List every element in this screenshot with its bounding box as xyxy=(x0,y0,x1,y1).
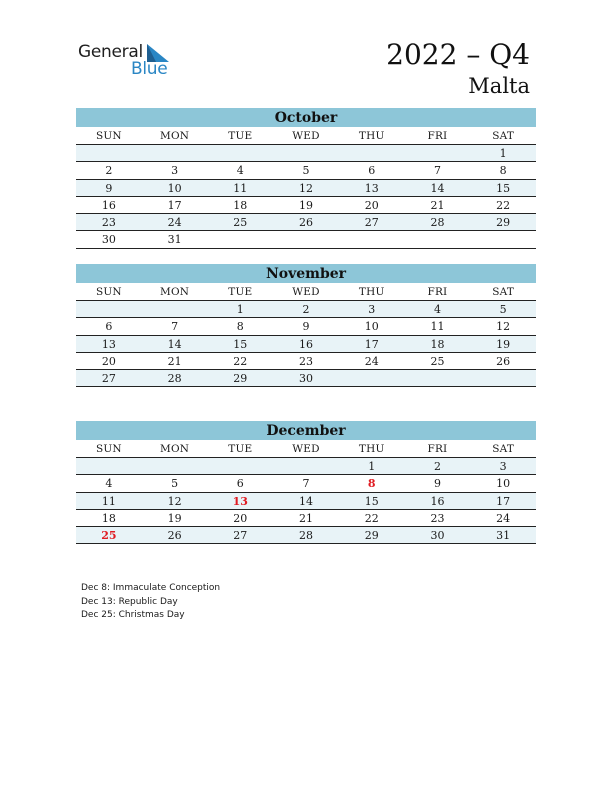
day-cell: 25 xyxy=(430,354,445,368)
week-row xyxy=(76,145,536,162)
week-row xyxy=(76,197,536,214)
day-cell: 3 xyxy=(499,460,507,473)
day-cell: 12 xyxy=(299,181,314,195)
day-cell: 20 xyxy=(364,198,379,212)
day-cell xyxy=(405,231,471,247)
week-row xyxy=(76,458,536,475)
day-cell: 13 xyxy=(364,181,379,195)
weekday-label: THU xyxy=(358,130,385,142)
day-cell: 8 xyxy=(236,320,244,334)
day-cell: 27 xyxy=(233,529,248,543)
week-row xyxy=(76,527,536,544)
day-cell: 25 xyxy=(233,216,248,230)
day-cell xyxy=(76,458,142,474)
day-cell: 1 xyxy=(368,460,376,473)
day-cell: 3 xyxy=(171,164,179,178)
day-cell: 29 xyxy=(364,529,379,543)
day-cell: 11 xyxy=(233,181,248,195)
weekday-label: WED xyxy=(292,130,320,142)
month-title: November xyxy=(76,264,536,283)
day-cell: 21 xyxy=(430,198,445,212)
day-cell xyxy=(76,145,142,161)
week-row xyxy=(76,318,536,335)
week-row xyxy=(76,336,536,353)
day-cell: 31 xyxy=(167,233,182,247)
day-cell: 1 xyxy=(499,147,507,160)
holiday-notes xyxy=(81,582,220,623)
day-cell: 16 xyxy=(430,494,445,508)
weekday-label: SUN xyxy=(95,443,122,455)
day-cell xyxy=(470,370,536,386)
day-cell: 26 xyxy=(167,529,182,543)
day-cell: 3 xyxy=(368,303,376,316)
day-cell: 6 xyxy=(368,164,376,178)
month-november xyxy=(76,264,536,387)
weekday-label: MON xyxy=(160,130,190,142)
holiday-day-cell: 8 xyxy=(367,477,376,491)
day-cell: 24 xyxy=(364,354,379,368)
weekday-label: FRI xyxy=(427,130,448,142)
logo-text-blue: Blue xyxy=(131,59,168,79)
weekday-header-row xyxy=(76,127,536,145)
week-row xyxy=(76,475,536,492)
day-cell xyxy=(142,145,208,161)
day-cell: 16 xyxy=(101,198,116,212)
day-cell xyxy=(339,145,405,161)
day-cell: 7 xyxy=(433,164,441,178)
month-title: December xyxy=(76,421,536,440)
day-cell xyxy=(142,301,208,317)
day-cell: 10 xyxy=(364,320,379,334)
day-cell: 19 xyxy=(167,511,182,525)
weekday-label: MON xyxy=(160,443,190,455)
day-cell: 17 xyxy=(496,494,511,508)
week-row xyxy=(76,231,536,248)
weekday-header-row xyxy=(76,440,536,458)
weekday-label: MON xyxy=(160,286,190,298)
day-cell xyxy=(273,145,339,161)
day-cell: 21 xyxy=(299,511,314,525)
day-cell xyxy=(76,301,142,317)
month-october xyxy=(76,108,536,249)
day-cell: 5 xyxy=(302,164,310,178)
day-cell: 11 xyxy=(430,320,445,334)
week-row xyxy=(76,162,536,179)
weekday-label: TUE xyxy=(228,443,253,455)
day-cell: 16 xyxy=(299,337,314,351)
day-cell: 4 xyxy=(433,303,441,316)
holiday-note: Dec 13: Republic Day xyxy=(81,596,178,607)
day-cell: 6 xyxy=(236,477,244,491)
day-cell xyxy=(470,231,536,247)
day-cell: 12 xyxy=(496,320,511,334)
day-cell xyxy=(339,370,405,386)
day-cell: 12 xyxy=(167,494,182,508)
day-cell: 28 xyxy=(430,216,445,230)
day-cell: 7 xyxy=(302,477,310,491)
week-row xyxy=(76,370,536,387)
day-cell: 14 xyxy=(299,494,314,508)
day-cell: 28 xyxy=(167,372,182,386)
day-cell: 18 xyxy=(233,198,248,212)
weekday-label: WED xyxy=(292,286,320,298)
weekday-label: SAT xyxy=(492,130,515,142)
day-cell: 31 xyxy=(496,529,511,543)
week-row xyxy=(76,301,536,318)
brand-logo xyxy=(78,40,178,80)
weekday-label: SUN xyxy=(95,130,122,142)
holiday-note: Dec 8: Immaculate Conception xyxy=(81,583,221,593)
day-cell: 17 xyxy=(167,198,182,212)
day-cell: 18 xyxy=(430,337,445,351)
day-cell: 30 xyxy=(299,372,314,386)
week-row xyxy=(76,180,536,197)
day-cell: 14 xyxy=(167,337,182,351)
day-cell: 2 xyxy=(433,460,441,473)
day-cell xyxy=(405,370,471,386)
page-title: 2022 – Q4 xyxy=(386,38,530,71)
day-cell: 2 xyxy=(105,164,113,178)
day-cell: 13 xyxy=(101,337,116,351)
day-cell: 4 xyxy=(105,477,113,491)
day-cell: 1 xyxy=(236,303,244,316)
weekday-label: SAT xyxy=(492,286,515,298)
weekday-label: TUE xyxy=(228,130,253,142)
day-cell: 15 xyxy=(233,337,248,351)
day-cell: 10 xyxy=(167,181,182,195)
weekday-label: THU xyxy=(358,286,385,298)
day-cell: 27 xyxy=(364,216,379,230)
day-cell: 19 xyxy=(496,337,511,351)
day-cell xyxy=(207,458,273,474)
weekday-label: WED xyxy=(292,443,320,455)
day-cell: 19 xyxy=(299,198,314,212)
week-row xyxy=(76,493,536,510)
day-cell: 18 xyxy=(101,511,116,525)
day-cell: 23 xyxy=(299,354,314,368)
day-cell xyxy=(339,231,405,247)
country-name: Malta xyxy=(468,74,530,98)
day-cell xyxy=(273,231,339,247)
day-cell: 26 xyxy=(496,354,511,368)
day-cell: 15 xyxy=(496,181,511,195)
day-cell: 17 xyxy=(364,337,379,351)
day-cell: 8 xyxy=(499,164,507,178)
day-cell xyxy=(207,145,273,161)
week-row xyxy=(76,214,536,231)
day-cell: 30 xyxy=(430,529,445,543)
day-cell: 9 xyxy=(302,320,310,334)
day-cell: 22 xyxy=(233,354,248,368)
holiday-day-cell: 13 xyxy=(232,494,248,508)
day-cell: 28 xyxy=(299,529,314,543)
day-cell: 27 xyxy=(101,372,116,386)
day-cell: 2 xyxy=(302,303,310,316)
day-cell: 26 xyxy=(299,216,314,230)
week-row xyxy=(76,353,536,370)
day-cell: 29 xyxy=(233,372,248,386)
day-cell: 9 xyxy=(105,181,113,195)
day-cell: 30 xyxy=(101,233,116,247)
day-cell xyxy=(273,458,339,474)
day-cell: 20 xyxy=(101,354,116,368)
day-cell: 29 xyxy=(496,216,511,230)
day-cell: 20 xyxy=(233,511,248,525)
weekday-header-row xyxy=(76,283,536,301)
weekday-label: FRI xyxy=(427,286,448,298)
weekday-label: SAT xyxy=(492,443,515,455)
day-cell: 14 xyxy=(430,181,445,195)
day-cell xyxy=(142,458,208,474)
day-cell: 10 xyxy=(496,477,511,491)
weekday-label: THU xyxy=(358,443,385,455)
holiday-day-cell: 25 xyxy=(101,529,117,543)
day-cell: 9 xyxy=(433,477,441,491)
month-december xyxy=(76,421,536,544)
weekday-label: TUE xyxy=(228,286,253,298)
logo-text-general: General xyxy=(78,42,143,62)
day-cell: 15 xyxy=(364,494,379,508)
day-cell: 7 xyxy=(171,320,179,334)
day-cell: 24 xyxy=(496,511,511,525)
holiday-note: Dec 25: Christmas Day xyxy=(81,610,185,620)
day-cell: 11 xyxy=(101,494,116,508)
day-cell: 23 xyxy=(101,216,116,230)
month-title: October xyxy=(76,108,536,127)
day-cell: 5 xyxy=(499,303,507,316)
day-cell xyxy=(405,145,471,161)
day-cell: 24 xyxy=(167,216,182,230)
day-cell: 21 xyxy=(167,354,182,368)
day-cell: 5 xyxy=(171,477,179,491)
weekday-label: FRI xyxy=(427,443,448,455)
day-cell: 22 xyxy=(364,511,379,525)
day-cell: 4 xyxy=(236,164,244,178)
day-cell: 23 xyxy=(430,511,445,525)
weekday-label: SUN xyxy=(95,286,122,298)
day-cell: 6 xyxy=(105,320,113,334)
week-row xyxy=(76,510,536,527)
day-cell: 22 xyxy=(496,198,511,212)
day-cell xyxy=(207,231,273,247)
